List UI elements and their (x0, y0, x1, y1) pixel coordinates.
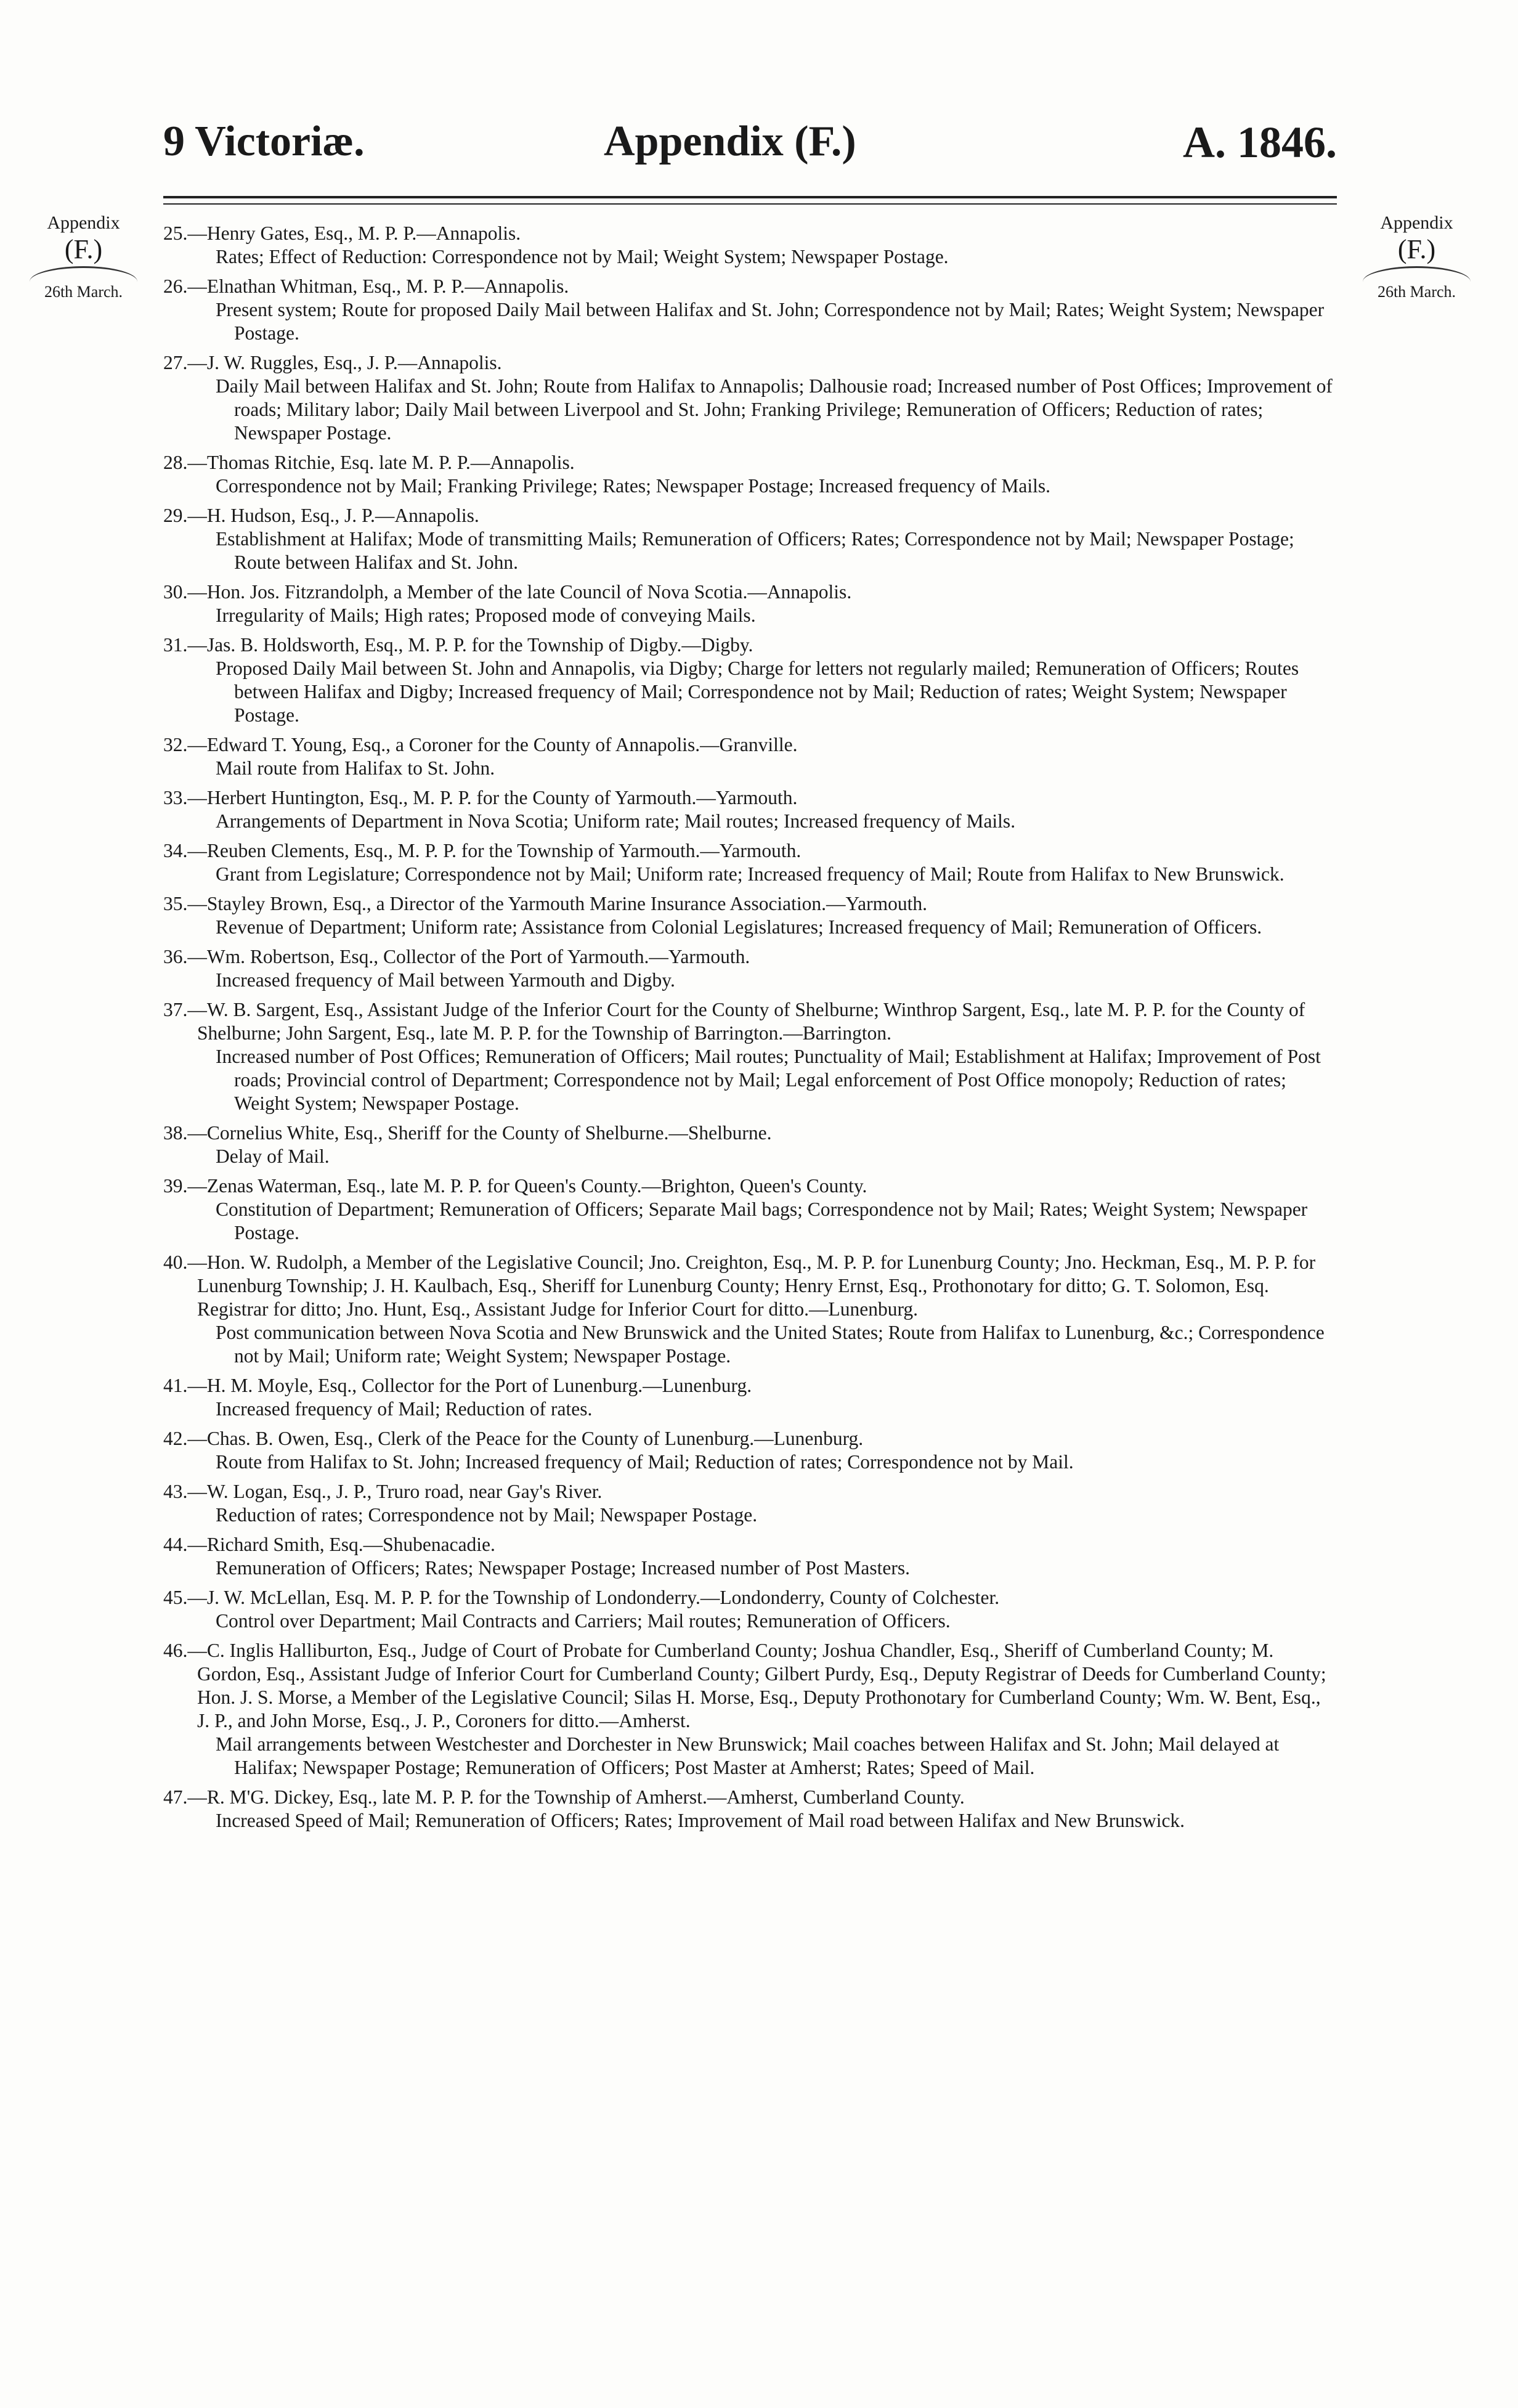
header-rule-thin (163, 203, 1337, 205)
witness-subjects: Constitution of Department; Remuneration of Officers; Separate Mail bags; Correspondence not by Mail; Rates; Weight System; Newspaper Postage. (216, 1198, 1308, 1243)
witness-name: 35.—Stayley Brown, Esq., a Director of the Yarmouth Marine Insurance Association.—Yarmouth. (163, 893, 927, 914)
list-item (163, 1374, 1337, 1421)
witness-name: 33.—Herbert Huntington, Esq., M. P. P. for the County of Yarmouth.—Yarmouth. (163, 787, 798, 808)
witness-name: 29.—H. Hudson, Esq., J. P.—Annapolis. (163, 505, 479, 526)
left-margin-note (17, 213, 150, 301)
witness-name: 41.—H. M. Moyle, Esq., Collector for the Port of Lunenburg.—Lunenburg. (163, 1375, 752, 1396)
witness-subjects: Post communication between Nova Scotia and New Brunswick and the United States; Route from Halifax to Lunenburg, &c.; Correspondence not by Mail; Uniform rate; Weight System; Newspaper Postage. (216, 1322, 1325, 1367)
witness-subjects: Correspondence not by Mail; Franking Privilege; Rates; Newspaper Postage; Increased frequency of Mails. (216, 475, 1051, 497)
witness-name: 36.—Wm. Robertson, Esq., Collector of the Port of Yarmouth.—Yarmouth. (163, 946, 750, 967)
witness-name: 45.—J. W. McLellan, Esq. M. P. P. for the Township of Londonderry.—Londonderry, County of Colchester. (163, 1587, 1000, 1608)
witness-subjects: Route from Halifax to St. John; Increased frequency of Mail; Reduction of rates; Correspondence not by Mail. (216, 1451, 1074, 1473)
list-item (163, 1121, 1337, 1168)
header-appendix: Appendix (F.) (604, 118, 856, 165)
list-item (163, 580, 1337, 627)
witness-name: 27.—J. W. Ruggles, Esq., J. P.—Annapolis. (163, 352, 502, 373)
witness-subjects: Irregularity of Mails; High rates; Proposed mode of conveying Mails. (216, 604, 756, 626)
list-item (163, 1480, 1337, 1527)
witness-subjects: Present system; Route for proposed Daily Mail between Halifax and St. John; Correspondence not by Mail; Rates; Weight System; Newspaper Postage. (216, 299, 1325, 344)
witness-name: 38.—Cornelius White, Esq., Sheriff for the County of Shelburne.—Shelburne. (163, 1122, 772, 1144)
list-item (163, 945, 1337, 992)
witness-subjects: Mail route from Halifax to St. John. (216, 757, 495, 779)
witness-subjects: Increased number of Post Offices; Remuneration of Officers; Mail routes; Punctuality of Mail; Establishment at Halifax; Improvement of Post roads; Provincial control of Department; Correspondence not by Mail; Legal enforcement of Post Office monopoly; Reduction of rates; Weight System; Newspaper Postage. (216, 1046, 1321, 1114)
margin-date: 26th March. (44, 283, 123, 301)
margin-appendix-label: Appendix (47, 213, 120, 233)
list-item (163, 998, 1337, 1115)
witness-list (163, 222, 1337, 1839)
witness-name: 44.—Richard Smith, Esq.—Shubenacadie. (163, 1534, 495, 1555)
witness-subjects: Rates; Effect of Reduction: Correspondence not by Mail; Weight System; Newspaper Postage. (216, 246, 949, 267)
witness-subjects: Increased frequency of Mail; Reduction of rates. (216, 1398, 593, 1420)
margin-brace (1363, 266, 1471, 282)
witness-subjects: Arrangements of Department in Nova Scotia; Uniform rate; Mail routes; Increased frequency of Mails. (216, 810, 1016, 832)
list-item (163, 1174, 1337, 1245)
witness-subjects: Daily Mail between Halifax and St. John; Route from Halifax to Annapolis; Dalhousie road; Increased number of Post Offices; Improvement of roads; Military labor; Daily Mail between Liverpool and St. John; Franking Privilege; Remuneration of Officers; Reduction of rates; Newspaper Postage. (216, 375, 1333, 444)
witness-subjects: Control over Department; Mail Contracts and Carriers; Mail routes; Remuneration of Officers. (216, 1610, 951, 1632)
list-item (163, 504, 1337, 574)
margin-appendix-tag: (F.) (1397, 234, 1436, 264)
witness-subjects: Grant from Legislature; Correspondence not by Mail; Uniform rate; Increased frequency of Mail; Route from Halifax to New Brunswick. (216, 863, 1285, 885)
witness-name: 47.—R. M'G. Dickey, Esq., late M. P. P. for the Township of Amherst.—Amherst, Cumberland County. (163, 1786, 965, 1808)
right-margin-note (1350, 213, 1483, 301)
header-year: A. 1846. (1183, 118, 1337, 167)
margin-brace (30, 266, 137, 282)
list-item (163, 1786, 1337, 1832)
list-item (163, 1427, 1337, 1474)
margin-appendix-label: Appendix (1380, 213, 1453, 233)
list-item (163, 222, 1337, 269)
list-item (163, 275, 1337, 345)
witness-name: 40.—Hon. W. Rudolph, a Member of the Legislative Council; Jno. Creighton, Esq., M. P. P. for Lunenburg County; Jno. Heckman, Esq., M. P. P. for Lunenburg Township; J. H. Kaulbach, Esq., Sheriff for Lunenburg County; Henry Ernst, Esq., Prothonotary for ditto; G. T. Solomon, Esq. Registrar for ditto; Jno. Hunt, Esq., Assistant Judge for Inferior Court for ditto.—Lunenburg. (163, 1251, 1316, 1320)
witness-subjects: Delay of Mail. (216, 1145, 330, 1167)
list-item (163, 892, 1337, 939)
page-header (163, 117, 1337, 173)
witness-name: 26.—Elnathan Whitman, Esq., M. P. P.—Annapolis. (163, 275, 569, 297)
list-item (163, 1533, 1337, 1580)
witness-subjects: Proposed Daily Mail between St. John and Annapolis, via Digby; Charge for letters not regularly mailed; Remuneration of Officers; Routes between Halifax and Digby; Increased frequency of Mail; Correspondence not by Mail; Reduction of rates; Weight System; Newspaper Postage. (216, 657, 1299, 726)
list-item (163, 633, 1337, 727)
margin-date: 26th March. (1377, 283, 1456, 301)
witness-name: 43.—W. Logan, Esq., J. P., Truro road, near Gay's River. (163, 1481, 603, 1502)
witness-name: 30.—Hon. Jos. Fitzrandolph, a Member of the late Council of Nova Scotia.—Annapolis. (163, 581, 852, 603)
list-item (163, 733, 1337, 780)
witness-subjects: Reduction of rates; Correspondence not by Mail; Newspaper Postage. (216, 1504, 758, 1526)
witness-name: 32.—Edward T. Young, Esq., a Coroner for the County of Annapolis.—Granville. (163, 734, 798, 755)
witness-subjects: Increased frequency of Mail between Yarmouth and Digby. (216, 969, 675, 991)
witness-subjects: Mail arrangements between Westchester and Dorchester in New Brunswick; Mail coaches between Halifax and St. John; Mail delayed at Halifax; Newspaper Postage; Remuneration of Officers; Post Master at Amherst; Rates; Speed of Mail. (216, 1733, 1280, 1778)
witness-subjects: Increased Speed of Mail; Remuneration of Officers; Rates; Improvement of Mail road between Halifax and New Brunswick. (216, 1810, 1185, 1831)
witness-name: 31.—Jas. B. Holdsworth, Esq., M. P. P. for the Township of Digby.—Digby. (163, 634, 753, 656)
witness-name: 39.—Zenas Waterman, Esq., late M. P. P. for Queen's County.—Brighton, Queen's County. (163, 1175, 867, 1197)
witness-name: 28.—Thomas Ritchie, Esq. late M. P. P.—Annapolis. (163, 452, 575, 473)
witness-name: 37.—W. B. Sargent, Esq., Assistant Judge of the Inferior Court for the County of Shelburne; Winthrop Sargent, Esq., late M. P. P. for the County of Shelburne; John Sargent, Esq., late M. P. P. for the Township of Barrington.—Barrington. (163, 999, 1305, 1044)
header-rule-thick (163, 196, 1337, 198)
list-item (163, 839, 1337, 886)
list-item (163, 1639, 1337, 1780)
witness-name: 25.—Henry Gates, Esq., M. P. P.—Annapolis. (163, 222, 521, 244)
list-item (163, 451, 1337, 498)
list-item (163, 786, 1337, 833)
witness-subjects: Establishment at Halifax; Mode of transmitting Mails; Remuneration of Officers; Rates; Correspondence not by Mail; Newspaper Postage; Route between Halifax and St. John. (216, 528, 1294, 573)
header-session: 9 Victoriæ. (163, 118, 365, 165)
list-item (163, 351, 1337, 445)
witness-name: 34.—Reuben Clements, Esq., M. P. P. for the Township of Yarmouth.—Yarmouth. (163, 840, 802, 861)
margin-appendix-tag: (F.) (64, 234, 103, 264)
list-item (163, 1586, 1337, 1633)
list-item (163, 1251, 1337, 1368)
witness-name: 46.—C. Inglis Halliburton, Esq., Judge of Court of Probate for Cumberland County; Joshua Chandler, Esq., Sheriff of Cumberland County; M. Gordon, Esq., Assistant Judge of Inferior Court for Cumberland County; Gilbert Purdy, Esq., Deputy Registrar of Deeds for Cumberland County; Hon. J. S. Morse, a Member of the Legislative Council; Silas H. Morse, Esq., Deputy Prothonotary for Cumberland County; Wm. W. Bent, Esq., J. P., and John Morse, Esq., J. P., Coroners for ditto.—Amherst. (163, 1640, 1326, 1731)
witness-name: 42.—Chas. B. Owen, Esq., Clerk of the Peace for the County of Lunenburg.—Lunenburg. (163, 1428, 864, 1449)
witness-subjects: Revenue of Department; Uniform rate; Assistance from Colonial Legislatures; Increased frequency of Mail; Remuneration of Officers. (216, 916, 1262, 938)
witness-subjects: Remuneration of Officers; Rates; Newspaper Postage; Increased number of Post Masters. (216, 1557, 910, 1579)
